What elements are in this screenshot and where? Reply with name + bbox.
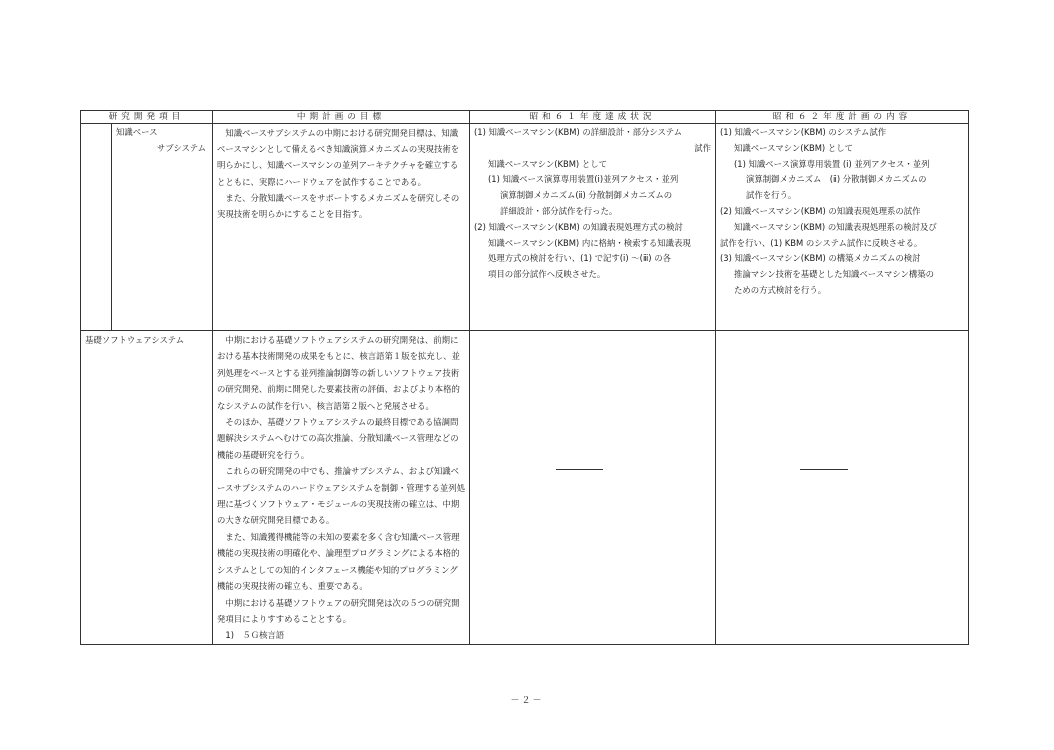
s61-line: (1) 知識ベース演算専用装置(ⅰ)並列アクセス・並列	[488, 174, 679, 185]
header-s61-achievement: 昭和６１年度達成状況	[470, 111, 716, 124]
plan-paragraph-3: これらの研究開発の中でも、推論サブシステム、および知識ベースサブシステムのハードウェアシステムを制御・管理する並列処理に基づくソフトウェア・モジュールの実現技術の確立は、中期の大きな研究開発目標である。	[217, 466, 465, 526]
header-research-item: 研究開発項目	[81, 111, 213, 124]
s62-line: 試作を行い、(1) KBM のシステム試作に反映させる。	[720, 237, 923, 248]
s61-empty-dash	[556, 469, 603, 470]
s62-cell-basic-software	[716, 331, 969, 645]
table-row-knowledge-base	[81, 124, 969, 331]
plan-paragraph-4: また、知識獲得機能等の未知の要素を多く含む知識ベース管理機能の実現技術の明確化や、論理型プログラミングによる本格的システムとしての知的インタフェース機能や知的プログラミング機能の実現技術の確立も、重要である。	[217, 531, 460, 592]
s62-line: (2) 知識ベースマシン(KBM) の知識表現処理系の試作	[720, 205, 921, 216]
plan-cell-basic-software	[213, 331, 470, 645]
s61-cell-basic-software	[470, 331, 716, 645]
table-row-basic-software	[81, 331, 969, 645]
plan-paragraph-2: また、分散知識ベースをサポートするメカニズムを研究しその実現技術を明らかにすることを目指す。	[217, 192, 460, 220]
s61-line: 詳細設計・部分試作を行った。	[500, 205, 618, 216]
s62-line: 演算制御メカニズム (ⅱ) 分散制御メカニズムの	[746, 174, 927, 185]
s62-line: 知識ベースマシン(KBM) の知識表現処理系の検討及び	[734, 221, 937, 232]
s62-line: 知識ベースマシン(KBM) として	[734, 142, 853, 153]
s62-line: ための方式検討を行う。	[734, 284, 827, 295]
item-indent-column	[81, 124, 112, 330]
item-label-basic-software: 基礎ソフトウェアシステム	[85, 335, 184, 345]
plan-paragraph-5: 中期における基礎ソフトウェアの研究開発は次の５つの研究開発項目によりすすめることとする。	[217, 597, 460, 624]
s62-line: (1) 知識ベース演算専用装置 (ⅰ) 並列アクセス・並列	[734, 158, 930, 169]
page-number: －２－	[510, 696, 544, 706]
item-label	[112, 124, 212, 330]
plan-paragraph-1: 知識ベースサブシステムの中期における研究開発目標は、知識ベースマシンとして備えるべき知識演算メカニズムの実現技術を明らかにし、知識ベースマシンの並列アーキテクチャを確立するとともに、実際にハードウェアを試作することである。	[217, 128, 460, 187]
s61-line: (2) 知識ベースマシン(KBM) の知識表現処理方式の検討	[474, 221, 683, 232]
s62-line: 試作を行う。	[746, 190, 797, 201]
s61-cell-knowledge-base	[470, 124, 716, 331]
header-midterm-plan: 中期計画の目標	[213, 111, 470, 124]
plan-paragraph-2: そのほか、基礎ソフトウェアシステムの最終目標である協調問題解決システムへむけての高次推論、分散知識ベース管理などの機能の基礎研究を行う。	[217, 417, 459, 460]
s61-line: 項目の部分試作へ反映させた。	[488, 269, 606, 280]
header-s62-plan: 昭和６２年度計画の内容	[716, 111, 969, 124]
s61-line: 知識ベースマシン(KBM) として	[488, 158, 607, 169]
plan-paragraph-1: 中期における基礎ソフトウェアシステムの研究開発は、前期における基本技術開発の成果をもとに、核言語第１版を拡充し、並列処理をベースとする並列推論制御等の新しいソフトウェア技術の研究開発、前期に開発した要素技術の評価、およびより本格的なシステムの試作を行い、核言語第２版へと発展させる。	[217, 335, 460, 411]
header-row	[81, 111, 969, 124]
item-label-line1: 知識ベース	[116, 127, 158, 137]
s62-line: (3) 知識ベースマシン(KBM) の構築メカニズムの検討	[720, 253, 921, 264]
plan-cell-knowledge-base	[213, 124, 470, 331]
plan-paragraph-6: 1) ５Ｇ核言語	[225, 630, 285, 641]
s61-line: 処理方式の検討を行い、(1) で記す(ⅰ) ～(ⅲ) の各	[488, 253, 671, 264]
item-cell-basic-software	[81, 331, 213, 645]
plan-table	[80, 110, 969, 645]
s61-line: 試作	[694, 142, 711, 153]
s62-empty-dash	[800, 469, 848, 470]
s61-line: (1) 知識ベースマシン(KBM) の詳細設計・部分システム	[474, 127, 683, 137]
s62-line: 推論マシン技術を基礎とした知識ベースマシン構築の	[734, 269, 934, 280]
item-cell-knowledge-base	[81, 124, 213, 331]
s62-cell-knowledge-base	[716, 124, 969, 331]
s61-line: 知識ベースマシン(KBM) 内に格納・検索する知識表現	[488, 237, 691, 248]
s62-line: (1) 知識ベースマシン(KBM) のシステム試作	[720, 127, 887, 137]
s61-line: 演算制御メカニズム(ⅱ) 分散制御メカニズムの	[500, 190, 673, 201]
item-label-line2: サブシステム	[156, 143, 206, 153]
